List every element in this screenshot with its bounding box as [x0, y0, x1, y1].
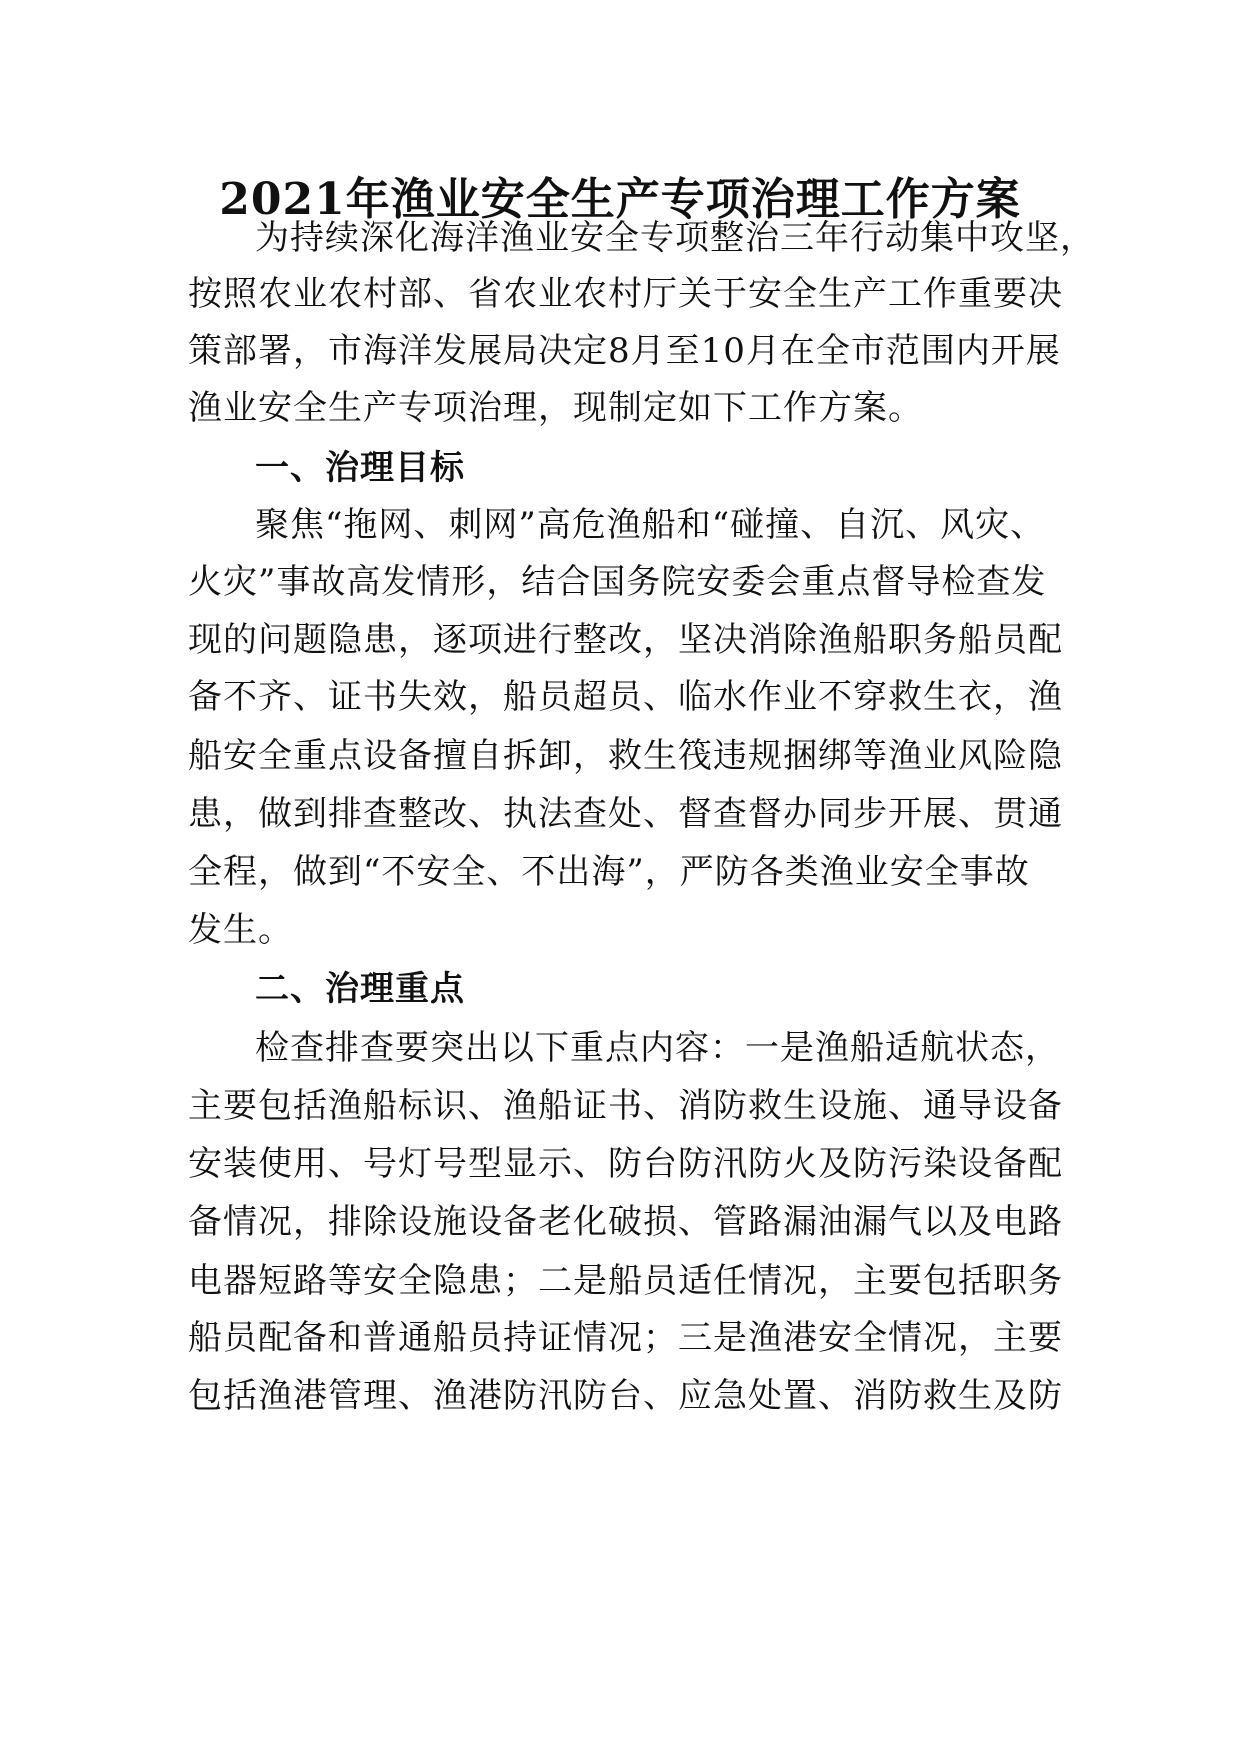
section-heading-focus: 二、治理重点 [255, 969, 465, 1009]
section1-line: 聚焦“拖网、刺网”高危渔船和“碰撞、自沉、风灾、 [255, 505, 1046, 545]
intro-line: 渔业安全生产专项治理，现制定如下工作方案。 [188, 388, 923, 428]
section2-line: 主要包括渔船标识、渔船证书、消防救生设施、通导设备 [188, 1086, 1063, 1126]
intro-line: 按照农业农村部、省农业农村厅关于安全生产工作重要决 [188, 274, 1063, 314]
section1-line: 患，做到排查整改、执法查处、督查督办同步开展、贯通 [188, 794, 1063, 834]
section2-line: 船员配备和普通船员持证情况；三是渔港安全情况，主要 [188, 1318, 1063, 1358]
section1-line: 发生。 [188, 910, 293, 950]
section-heading-goals: 一、治理目标 [255, 448, 465, 488]
section1-line: 现的问题隐患，逐项进行整改，坚决消除渔船职务船员配 [188, 620, 1063, 660]
section2-line: 安装使用、号灯号型显示、防台防汛防火及防污染设备配 [188, 1144, 1063, 1184]
section1-line: 备不齐、证书失效，船员超员、临水作业不穿救生衣，渔 [188, 677, 1063, 717]
section2-line: 包括渔港管理、渔港防汛防台、应急处置、消防救生及防 [188, 1376, 1063, 1416]
section1-line: 火灾”事故高发情形，结合国务院安委会重点督导检查发 [188, 562, 1047, 602]
section1-line: 船安全重点设备擅自拆卸，救生筏违规捆绑等渔业风险隐 [188, 736, 1063, 776]
intro-line: 策部署，市海洋发展局决定8月至10月在全市范围内开展 [188, 331, 1061, 371]
section1-line: 全程，做到“不安全、不出海”，严防各类渔业安全事故 [188, 852, 1030, 892]
document-title: 2021年渔业安全生产专项治理工作方案 [219, 174, 1021, 225]
intro-line: 为持续深化海洋渔业安全专项整治三年行动集中攻坚， [255, 218, 1095, 258]
section2-line: 电器短路等安全隐患；二是船员适任情况，主要包括职务 [188, 1261, 1063, 1301]
section2-line: 备情况，排除设施设备老化破损、管路漏油漏气以及电路 [188, 1202, 1063, 1242]
section2-line: 检查排查要突出以下重点内容：一是渔船适航状态， [255, 1028, 1060, 1068]
